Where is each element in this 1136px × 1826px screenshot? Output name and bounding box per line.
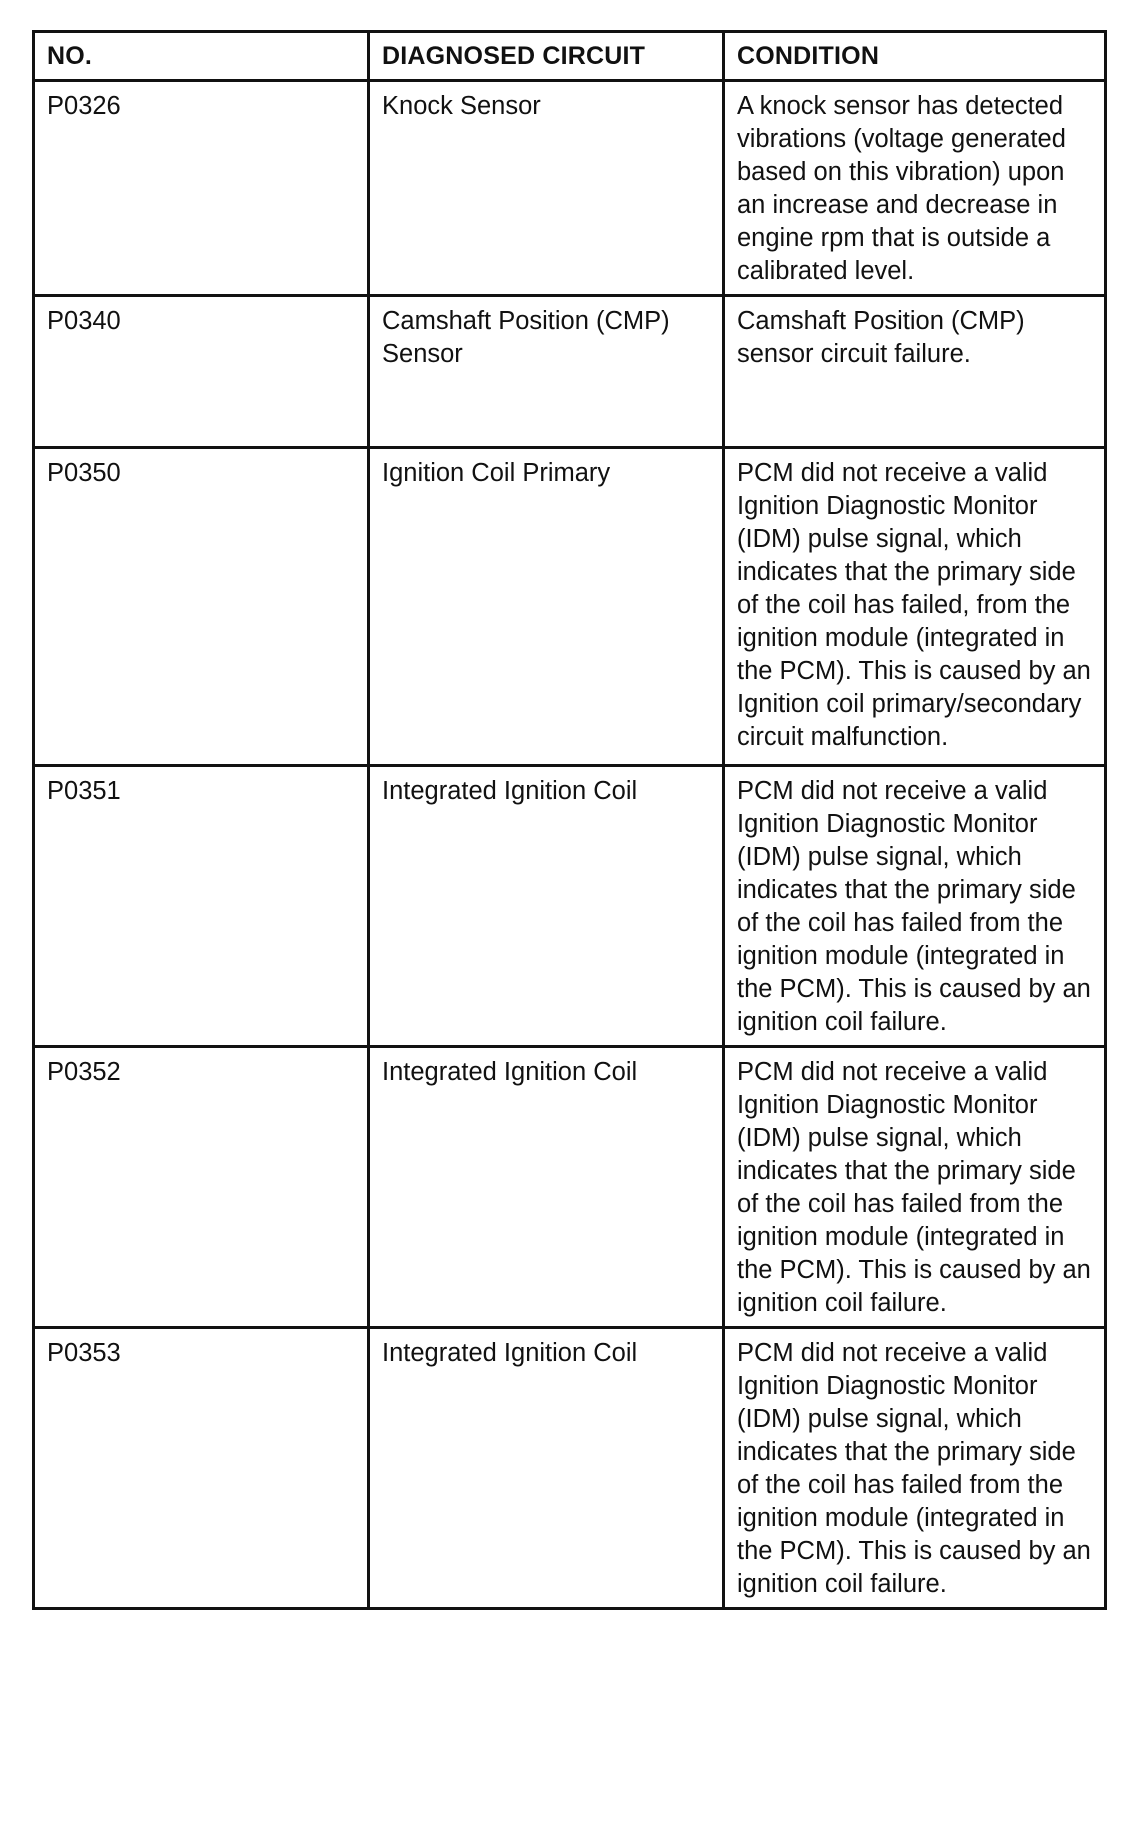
cell-condition (724, 448, 1106, 766)
header-row (34, 32, 1106, 81)
cell-no (34, 1047, 369, 1328)
table-row (34, 1328, 1106, 1609)
dtc-code: P0340 (47, 307, 121, 335)
table-header (34, 32, 1106, 81)
header-diagnosed-circuit: DIAGNOSED CIRCUIT (369, 32, 724, 81)
condition-text: PCM did not receive a valid Ignition Diagnostic Monitor (IDM) pulse signal, which indicates that the primary side of the coil has failed, from the ignition module (integrated in the PCM). This is caused by an Ignition coil primary/secondary circuit malfunction. (737, 459, 1091, 751)
condition-text: PCM did not receive a valid Ignition Diagnostic Monitor (IDM) pulse signal, which indicates that the primary side of the coil has failed from the ignition module (integrated in the PCM). This is caused by an ignition coil failure. (737, 1339, 1091, 1598)
condition-text: PCM did not receive a valid Ignition Diagnostic Monitor (IDM) pulse signal, which indicates that the primary side of the coil has failed from the ignition module (integrated in the PCM). This is caused by an ignition coil failure. (737, 777, 1091, 1036)
condition-text: PCM did not receive a valid Ignition Diagnostic Monitor (IDM) pulse signal, which indicates that the primary side of the coil has failed from the ignition module (integrated in the PCM). This is caused by an ignition coil failure. (737, 1058, 1091, 1317)
cell-condition (724, 296, 1106, 448)
cell-no (34, 448, 369, 766)
cell-circuit (369, 448, 724, 766)
table-row (34, 766, 1106, 1047)
dtc-code: P0350 (47, 459, 121, 487)
diagnosed-circuit: Ignition Coil Primary (382, 459, 611, 487)
cell-no (34, 1328, 369, 1609)
condition-text: Camshaft Position (CMP) sensor circuit failure. (737, 307, 1025, 368)
diagnosed-circuit: Knock Sensor (382, 92, 541, 120)
header-condition: CONDITION (724, 32, 1106, 81)
diagnosed-circuit: Integrated Ignition Coil (382, 777, 638, 805)
dtc-code: P0353 (47, 1339, 121, 1367)
table-row (34, 448, 1106, 766)
cell-circuit (369, 766, 724, 1047)
diagnosed-circuit: Camshaft Position (CMP) Sensor (382, 307, 670, 368)
cell-condition (724, 1047, 1106, 1328)
diagnosed-circuit: Integrated Ignition Coil (382, 1058, 638, 1086)
table-row (34, 296, 1106, 448)
cell-circuit (369, 296, 724, 448)
dtc-code: P0351 (47, 777, 121, 805)
table-row (34, 81, 1106, 296)
cell-condition (724, 81, 1106, 296)
table-body (34, 81, 1106, 1609)
table-row (34, 1047, 1106, 1328)
cell-circuit (369, 1328, 724, 1609)
condition-text: A knock sensor has detected vibrations (voltage generated based on this vibration) upon an increase and decrease in engine rpm that is outside a calibrated level. (737, 92, 1066, 285)
diagnosed-circuit: Integrated Ignition Coil (382, 1339, 638, 1367)
cell-circuit (369, 81, 724, 296)
cell-no (34, 296, 369, 448)
cell-circuit (369, 1047, 724, 1328)
header-no: NO. (34, 32, 369, 81)
cell-no (34, 81, 369, 296)
dtc-code: P0326 (47, 92, 121, 120)
cell-condition (724, 1328, 1106, 1609)
dtc-code: P0352 (47, 1058, 121, 1086)
dtc-table (32, 30, 1107, 1610)
cell-no (34, 766, 369, 1047)
cell-condition (724, 766, 1106, 1047)
